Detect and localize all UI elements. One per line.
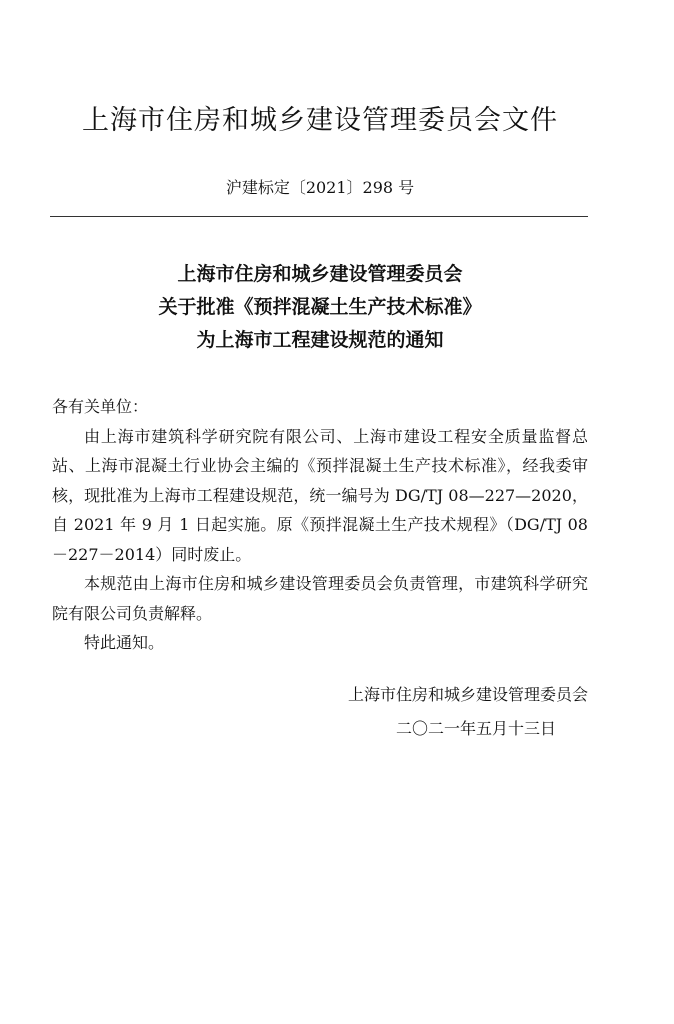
notice-body xyxy=(52,392,588,658)
document-number: 沪建标定〔2021〕298 号 xyxy=(225,178,415,197)
issuer-name: 上海市住房和城乡建设管理委员会 xyxy=(347,685,588,704)
issue-date: 二〇二一年五月十三日 xyxy=(395,719,556,738)
salutation: 各有关单位： xyxy=(52,397,149,416)
notice-title xyxy=(0,258,640,357)
notice-title-line-1: 上海市住房和城乡建设管理委员会 xyxy=(177,263,463,285)
notice-title-line-3: 为上海市工程建设规范的通知 xyxy=(196,329,444,351)
body-paragraph-1: 由上海市建筑科学研究院有限公司、上海市建设工程安全质量监督总站、上海市混凝土行业协会主编的《预拌混凝土生产技术标准》，经我委审核，现批准为上海市工程建设规范，统一编号为 DG/TJ 08—227—2020，自 2021 年 9 月 1 日起实施。原《预拌混凝土生产技术规程》（DG/TJ 08－227－2014）同时废止。 xyxy=(52,426,588,564)
document-header-title: 上海市住房和城乡建设管理委员会文件 xyxy=(82,105,558,136)
header-divider xyxy=(50,216,588,217)
notice-title-line-2: 关于批准《预拌混凝土生产技术标准》 xyxy=(158,296,482,318)
signature-block xyxy=(348,678,588,746)
body-paragraph-3: 特此通知。 xyxy=(84,633,165,652)
body-paragraph-2: 本规范由上海市住房和城乡建设管理委员会负责管理，市建筑科学研究院有限公司负责解释。 xyxy=(52,574,588,623)
